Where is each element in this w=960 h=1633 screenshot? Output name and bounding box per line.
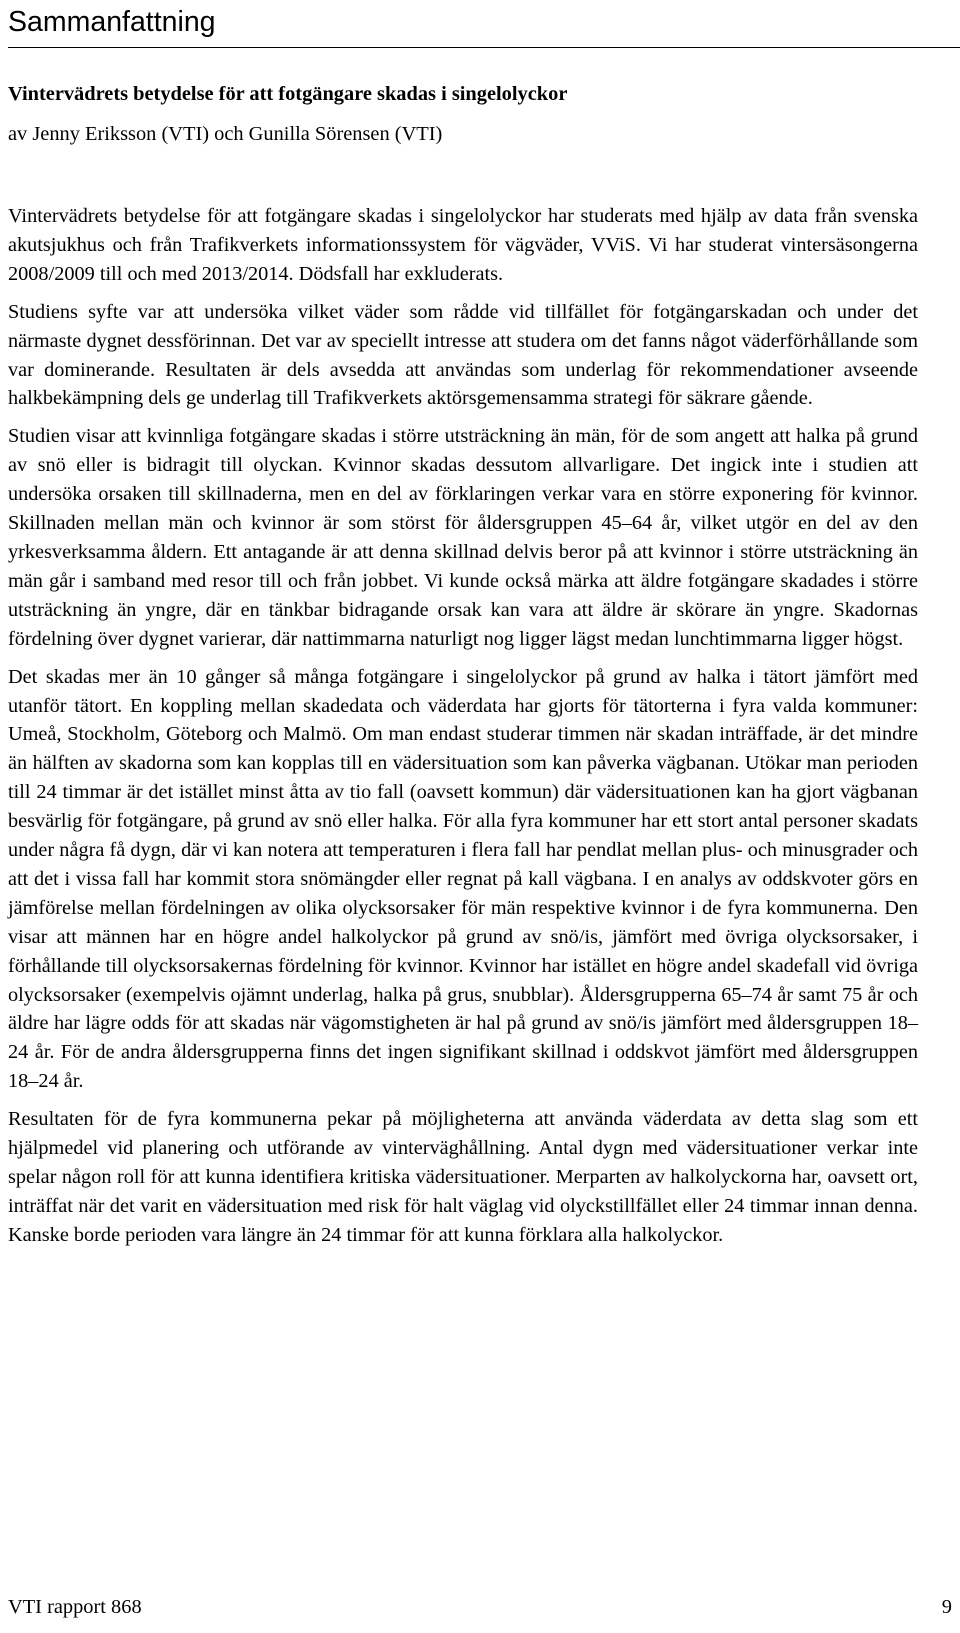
paragraph-gender-findings: Studien visar att kvinnliga fotgängare skadas i större utsträckning än män, för de som angett att halka på grund av snö eller is bidragit till olyckan. Kvinnor skadas dessutom allvarligare. Det ingick inte i studien att undersöka orsaken till skillnaderna, men en del av förklaringen verkar vara en större exponering för kvinnor. Skillnaden mellan män och kvinnor är som störst för åldersgruppen 45–64 år, vilket utgör en del av den yrkesverksamma åldern. Ett antagande är att denna skillnad delvis beror på att kvinnor i större utsträckning än män går i samband med resor till och från jobbet. Vi kunde också märka att äldre fotgängare skadades i större utsträckning än yngre, där en tänkbar bidragande orsak kan vara att äldre är skörare än yngre. Skadornas fördelning över dygnet varierar, där nattimmarna naturligt nog ligger lägst medan lunchtimmarna ligger högst.	[8, 425, 918, 650]
heading-divider	[8, 47, 960, 48]
report-title: Vintervädrets betydelse för att fotgängare skadas i singelolyckor	[8, 83, 568, 105]
report-authors: av Jenny Eriksson (VTI) och Gunilla Sörensen (VTI)	[8, 123, 443, 145]
paragraph-conclusions: Resultaten för de fyra kommunerna pekar på möjligheterna att använda väderdata av detta slag som ett hjälpmedel vid planering och utförande av vinterväghållning. Antal dygn med vädersituationer verkar inte spelar någon roll för att kunna identifiera kritiska vädersituationer. Merparten av halkolyckorna har, oavsett ort, inträffat när det varit en vädersituation med risk för halt väglag vid olyckstillfället eller 24 timmar innan denna. Kanske borde perioden vara längre än 24 timmar för att kunna förklara alla halkolyckor.	[8, 1108, 918, 1246]
paragraph-municipality-analysis: Det skadas mer än 10 gånger så många fotgängare i singelolyckor på grund av halka i tätort jämfört med utanför tätort. En koppling mellan skadedata och väderdata har gjorts för tätorterna i fyra valda kommuner: Umeå, Stockholm, Göteborg och Malmö. Om man endast studerar timmen när skadan inträffade, är det mindre än hälften av skadorna som kan kopplas till en vädersituation som kan påverka vägbanan. Utökar man perioden till 24 timmar är det istället minst åtta av tio fall (oavsett kommun) där vädersituationen kan ha gjort vägbanan besvärlig för fotgängare, på grund av snö eller halka. För alla fyra kommuner har ett stort antal personer skadats under några få dygn, där vi kan notera att temperaturen i flera fall har pendlat mellan plus- och minusgrader och att det i vissa fall har kommit stora snömängder eller regnat på kall vägbana. I en analys av oddskvoter görs en jämförelse mellan fördelningen av olika olycksorsaker för män respektive kvinnor i de fyra kommunerna. Den visar att männen har en högre andel halkolyckor på grund av snö/is, jämfört med övriga olycksorsaker, i förhållande till olycksorsakernas fördelning för kvinnor. Kvinnor har istället en högre andel skadefall vid övriga olycksorsaker (exempelvis ojämnt underlag, halka på grus, snubblar). Åldersgrupperna 65–74 år samt 75 år och äldre har lägre odds för att skadas när vägomstigheten är hal på grund av snö/is jämfört med åldersgruppen 18–24 år. För de andra åldersgrupperna finns det ingen signifikant skillnad i oddskvot jämfört med åldersgruppen 18–24 år.	[8, 665, 918, 1093]
section-heading: Sammanfattning	[8, 6, 216, 38]
paragraph-purpose: Studiens syfte var att undersöka vilket väder som rådde vid tillfället för fotgängarskadan och under det närmaste dygnet dessförinnan. Det var av speciellt intresse att studera om det fanns något väderförhållande som var dominerande. Resultaten är dels avsedda att användas som underlag för rekommendationer avseende halkbekämpning dels ge underlag till Trafikverkets aktörsgemensamma strategi för säkrare gående.	[8, 300, 918, 410]
page-number: 9	[941, 1596, 952, 1618]
paragraph-intro: Vintervädrets betydelse för att fotgängare skadas i singelolyckor har studerats med hjälp av data från svenska akutsjukhus och från Trafikverkets informationssystem för vägväder, VViS. Vi har studerat vintersäsongerna 2008/2009 till och med 2013/2014. Dödsfall har exkluderats.	[8, 205, 918, 285]
document-page	[8, 0, 918, 1250]
report-number: VTI rapport 868	[8, 1596, 142, 1618]
